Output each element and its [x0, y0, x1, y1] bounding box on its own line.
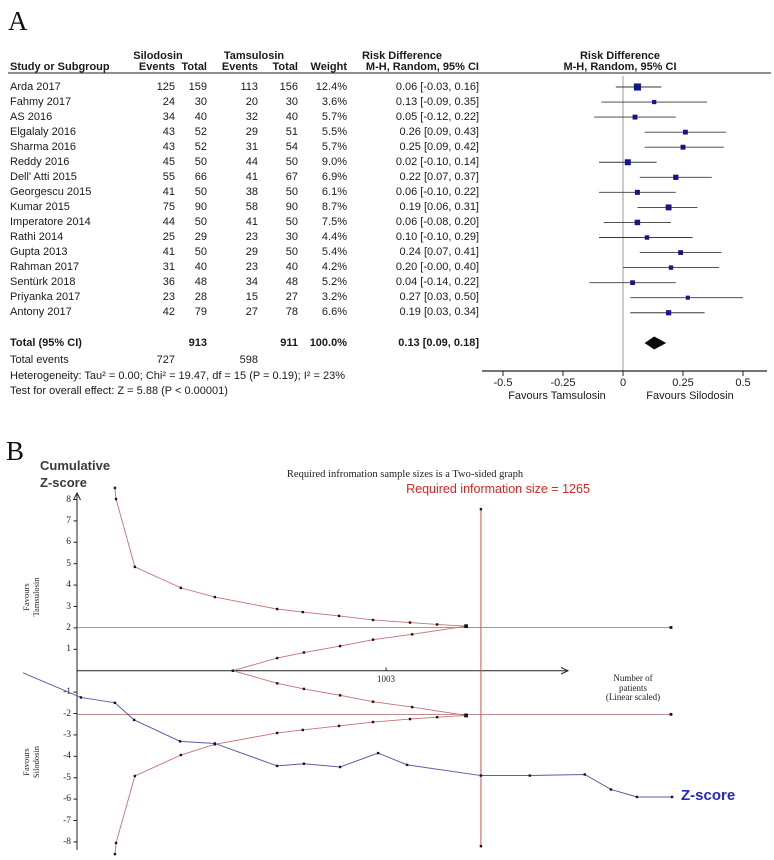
tsa-y-tick-label: -3	[63, 729, 71, 740]
study-name-cell: Elgalaly 2016	[10, 125, 77, 138]
tsa-y-tick-label: 6	[66, 537, 71, 548]
value-cell: 0.27 [0.03, 0.50]	[399, 291, 479, 304]
study-name-cell: Arda 2017	[10, 80, 61, 93]
value-cell: 52	[194, 140, 207, 153]
value-cell: 0.25 [0.09, 0.42]	[399, 140, 479, 153]
value-cell: 50	[285, 215, 298, 228]
value-cell: 34	[162, 110, 175, 123]
table-row	[0, 230, 480, 245]
value-cell: 50	[194, 185, 207, 198]
tsa-x-tick-1003: 1003	[377, 674, 395, 684]
value-cell: 50	[194, 155, 207, 168]
table-row	[0, 353, 480, 368]
value-cell: 28	[194, 291, 207, 304]
value-cell: 0.22 [0.07, 0.37]	[399, 170, 479, 183]
value-cell: 5.4%	[321, 246, 347, 259]
value-cell: 48	[285, 276, 298, 289]
value-cell: 27	[285, 291, 298, 304]
method-header-right: M-H, Random, 95% CI	[563, 61, 677, 73]
value-cell: 25	[162, 231, 175, 243]
value-cell: 66	[194, 170, 207, 183]
value-cell: 90	[194, 200, 207, 213]
value-cell: 41	[162, 246, 175, 259]
value-cell: 30	[194, 95, 207, 108]
tsa-y-tick-label: -2	[63, 708, 71, 719]
study-name-cell: Antony 2017	[10, 306, 72, 319]
value-cell: 48	[194, 276, 207, 289]
value-cell: 6.9%	[321, 170, 347, 183]
value-cell: 159	[188, 80, 207, 93]
value-cell: 30	[285, 231, 298, 243]
value-cell: 0.19 [0.03, 0.34]	[399, 306, 479, 319]
value-cell: 41	[162, 185, 175, 198]
study-name-cell: Gupta 2013	[10, 246, 68, 259]
value-cell: 12.4%	[315, 80, 347, 93]
value-cell: 8.7%	[321, 200, 347, 213]
value-cell: 20	[245, 95, 258, 108]
favours-left-label: Favours Tamsulosin	[508, 390, 606, 402]
value-cell: 50	[285, 155, 298, 168]
table-row	[0, 155, 480, 170]
value-cell: 43	[162, 125, 175, 138]
value-cell: 4.2%	[321, 261, 347, 274]
tsa-title	[40, 457, 110, 491]
value-cell: 36	[162, 276, 175, 289]
total1-header: Total	[181, 61, 207, 73]
tsa-y-tick-label: 5	[66, 558, 71, 569]
study-name-cell: AS 2016	[10, 110, 53, 123]
table-row	[0, 185, 480, 200]
value-cell: 29	[245, 125, 258, 138]
value-cell: 113	[240, 80, 258, 93]
value-cell: 6.1%	[321, 185, 347, 198]
value-cell: 27	[245, 306, 258, 319]
svg-text:0.5: 0.5	[735, 377, 751, 389]
effect-header-left: Risk Difference	[361, 50, 443, 62]
weight-header: Weight	[310, 61, 347, 73]
tsa-y-tick-label: 4	[66, 580, 71, 591]
tsa-y-tick-label: -6	[63, 794, 71, 805]
study-name-cell: Total events	[10, 353, 69, 366]
value-cell: 15	[245, 291, 258, 304]
study-name-cell: Sentürk 2018	[10, 276, 76, 289]
value-cell: 79	[194, 306, 207, 319]
svg-text:-0.25: -0.25	[550, 377, 576, 389]
value-cell: 727	[156, 353, 175, 366]
total2-header: Total	[272, 61, 298, 73]
table-row	[0, 170, 480, 185]
group-header-tamsulosin: Tamsulosin	[223, 50, 285, 62]
value-cell: 7.5%	[321, 215, 347, 228]
value-cell: 0.19 [0.06, 0.31]	[399, 200, 479, 213]
tsa-y-tick-label: 2	[66, 622, 71, 633]
favours-right-label: Favours Silodosin	[646, 390, 734, 402]
tsa-y-tick-label: 8	[66, 494, 71, 505]
value-cell: 598	[239, 353, 258, 366]
study-name-cell: Sharma 2016	[10, 140, 77, 153]
table-row	[0, 215, 480, 230]
panel-a-label: A	[8, 6, 28, 36]
favours-tamsulosin-rotated-label: Favours Tamsulosin	[21, 577, 41, 617]
value-cell: 5.7%	[321, 110, 347, 123]
value-cell: 40	[194, 110, 207, 123]
table-row	[0, 245, 480, 260]
value-cell: 0.02 [-0.10, 0.14]	[395, 155, 479, 168]
value-cell: 32	[245, 110, 258, 123]
svg-text:-0.5: -0.5	[493, 377, 513, 389]
value-cell: 75	[162, 200, 175, 213]
value-cell: 54	[285, 140, 298, 153]
value-cell: 0.04 [-0.14, 0.22]	[395, 276, 479, 289]
study-name-cell: Priyanka 2017	[10, 291, 81, 304]
value-cell: 40	[285, 110, 298, 123]
value-cell: 38	[245, 185, 258, 198]
zscore-curve-label: Z-score	[681, 787, 736, 804]
table-row	[0, 275, 480, 290]
table-row	[0, 260, 480, 275]
overall-effect-text: Test for overall effect: Z = 5.88 (P < 0.00001)	[10, 385, 228, 397]
value-cell: 125	[156, 80, 175, 93]
table-row	[0, 140, 480, 155]
tsa-y-tick-label: 7	[66, 515, 71, 526]
value-cell: 30	[285, 95, 298, 108]
group-header-silodosin: Silodosin	[133, 50, 183, 62]
tsa-y-tick-label: 3	[66, 601, 71, 612]
value-cell: 43	[162, 140, 175, 153]
value-cell: 0.20 [-0.00, 0.40]	[395, 261, 479, 274]
svg-text:0: 0	[619, 377, 627, 389]
value-cell: 0.05 [-0.12, 0.22]	[395, 110, 479, 123]
value-cell: 5.5%	[321, 125, 347, 138]
tsa-y-tick-label: -8	[63, 836, 71, 847]
value-cell: 52	[194, 125, 207, 138]
table-row	[0, 80, 480, 95]
effect-header-right: Risk Difference	[579, 50, 661, 62]
value-cell: 29	[194, 231, 207, 243]
value-cell: 23	[245, 261, 258, 274]
value-cell: 40	[194, 261, 207, 274]
table-row	[0, 200, 480, 215]
study-table	[0, 0, 480, 420]
table-row	[0, 95, 480, 110]
value-cell: 100.0%	[309, 336, 347, 349]
study-name-cell: Rahman 2017	[10, 261, 80, 274]
study-name-cell: Rathi 2014	[10, 231, 64, 243]
value-cell: 156	[279, 80, 298, 93]
tsa-y-tick-label: -5	[63, 772, 71, 783]
study-name-cell: Georgescu 2015	[10, 185, 92, 198]
value-cell: 55	[162, 170, 175, 183]
table-row	[0, 290, 480, 305]
value-cell: 911	[280, 336, 298, 349]
value-cell: 24	[162, 95, 175, 108]
value-cell: 44	[162, 215, 175, 228]
study-name-cell: Imperatore 2014	[10, 215, 91, 228]
favours-silodosin-rotated-label: Favours Silodosin	[21, 745, 41, 779]
study-name-cell: Dell' Atti 2015	[10, 170, 77, 183]
value-cell: 0.06 [-0.08, 0.20]	[395, 215, 479, 228]
table-row	[0, 110, 480, 125]
value-cell: 4.4%	[321, 231, 347, 243]
value-cell: 45	[162, 155, 175, 168]
study-name-cell: Fahmy 2017	[10, 95, 72, 108]
value-cell: 44	[245, 155, 258, 168]
value-cell: 42	[162, 306, 175, 319]
value-cell: 51	[285, 125, 298, 138]
value-cell: 6.6%	[321, 306, 347, 319]
value-cell: 29	[245, 246, 258, 259]
value-cell: 78	[285, 306, 298, 319]
tsa-y-tick-label: -7	[63, 815, 71, 826]
study-name-cell: Total (95% CI)	[10, 336, 82, 349]
value-cell: 0.06 [-0.10, 0.22]	[395, 185, 479, 198]
value-cell: 41	[245, 170, 258, 183]
value-cell: 3.6%	[321, 95, 347, 108]
value-cell: 90	[285, 200, 298, 213]
value-cell: 5.7%	[321, 140, 347, 153]
value-cell: 34	[245, 276, 258, 289]
tsa-title-line1: Cumulative	[40, 458, 111, 473]
panel-b-label: B	[6, 436, 25, 466]
required-information-size-label: Required information size = 1265	[406, 482, 590, 496]
value-cell: 0.06 [-0.03, 0.16]	[395, 80, 479, 93]
value-cell: 50	[285, 185, 298, 198]
value-cell: 23	[245, 231, 258, 243]
value-cell: 23	[162, 291, 175, 304]
method-header-left: M-H, Random, 95% CI	[365, 61, 479, 73]
value-cell: 0.13 [0.09, 0.18]	[398, 336, 479, 349]
events1-header: Events	[138, 61, 175, 73]
heterogeneity-text: Heterogeneity: Tau² = 0.00; Chi² = 19.47, df = 15 (P = 0.19); I² = 23%	[10, 370, 345, 382]
value-cell: 3.2%	[321, 291, 347, 304]
value-cell: 41	[245, 215, 258, 228]
study-column-header: Study or Subgroup	[10, 61, 110, 73]
value-cell: 50	[194, 246, 207, 259]
value-cell: 31	[162, 261, 175, 274]
table-row	[0, 125, 480, 140]
svg-text:0.25: 0.25	[672, 377, 694, 389]
value-cell: 50	[194, 215, 207, 228]
tsa-y-tick-label: -1	[63, 687, 71, 698]
events2-header: Events	[221, 61, 258, 73]
value-cell: 67	[285, 170, 298, 183]
table-row	[0, 305, 480, 320]
value-cell: 31	[245, 140, 258, 153]
value-cell: 0.26 [0.09, 0.43]	[399, 125, 479, 138]
value-cell: 58	[245, 200, 258, 213]
value-cell: 50	[285, 246, 298, 259]
table-row	[0, 336, 480, 351]
value-cell: 9.0%	[321, 155, 347, 168]
value-cell: 0.13 [-0.09, 0.35]	[395, 95, 479, 108]
tsa-x-axis-label: Number of patients (Linear scaled)	[605, 673, 661, 702]
study-name-cell: Reddy 2016	[10, 155, 70, 168]
value-cell: 5.2%	[321, 276, 347, 289]
tsa-top-caption: Required infromation sample sizes is a Two-sided graph	[286, 469, 524, 480]
value-cell: 913	[188, 336, 207, 349]
tsa-y-tick-label: 1	[66, 644, 71, 655]
study-name-cell: Kumar 2015	[10, 200, 70, 213]
tsa-title-line2: Z-score	[40, 475, 87, 490]
value-cell: 40	[285, 261, 298, 274]
value-cell: 0.24 [0.07, 0.41]	[399, 246, 479, 259]
value-cell: 0.10 [-0.10, 0.29]	[395, 231, 479, 243]
tsa-y-tick-label: -4	[63, 751, 71, 762]
